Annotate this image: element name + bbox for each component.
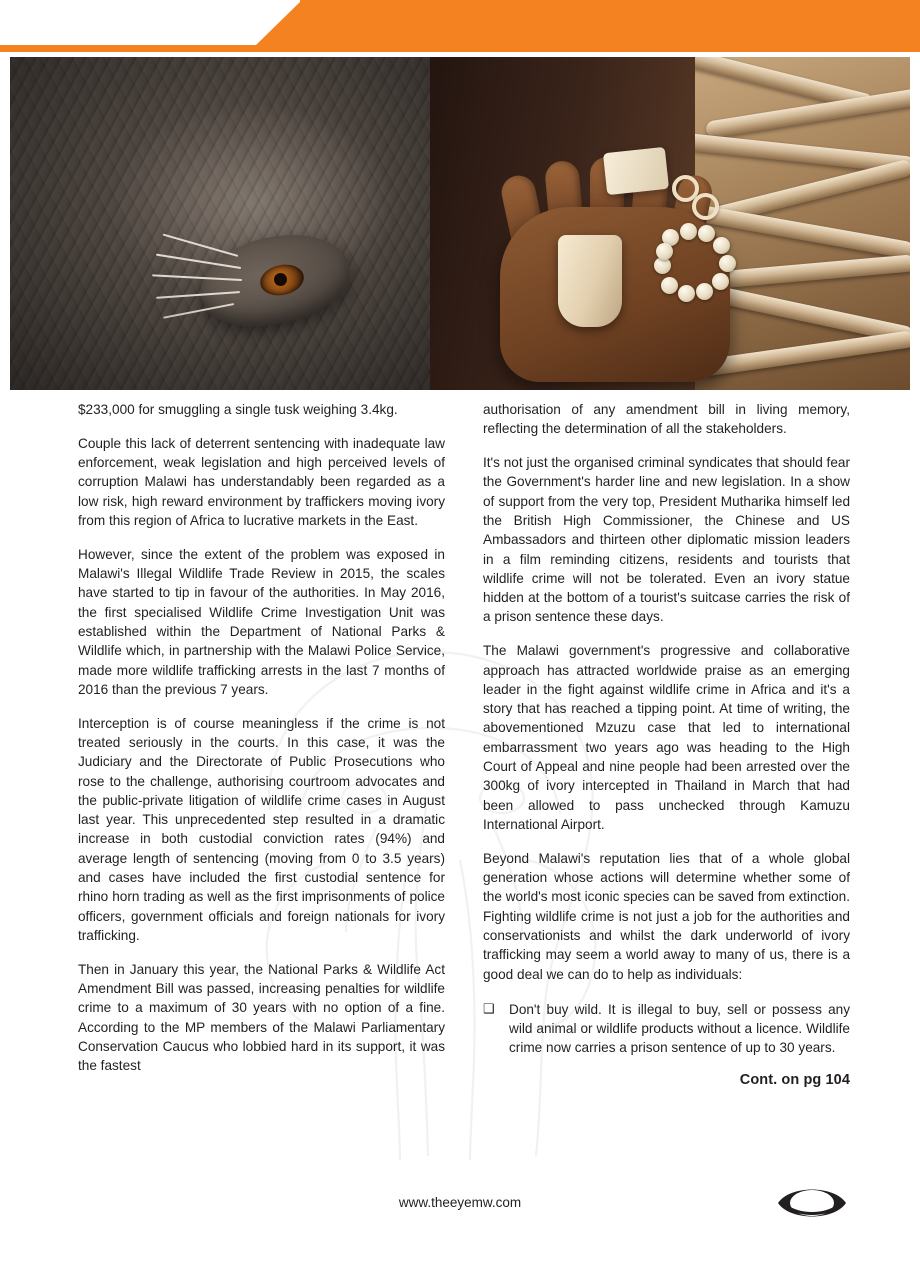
photo-strip xyxy=(10,57,910,390)
paragraph: It's not just the organised criminal syndicates that should fear the Government's harder line and new legislation. In a show of support from the very top, President Mutharika himself led the British High Commissioner, the Chinese and US Ambassadors and thirteen other diplomatic mission leaders in a film reminding citizens, residents and tourists that wildlife crime will not be tolerated. Even an ivory statue hidden at the bottom of a tourist's suitcase carries the risk of a prison sentence these days. xyxy=(483,455,850,625)
ivory-bead xyxy=(680,223,697,240)
paragraph: Then in January this year, the National Parks & Wildlife Act Amendment Bill was passed, increasing penalties for wildlife crime to a maximum of 30 years with no option of a fine. According to the MP members of the Malawi Parliamentary Conservation Caucus who lobbied hard in its support, it was the fastest xyxy=(78,961,445,1074)
header-orange-block xyxy=(300,0,920,45)
paragraph: Couple this lack of deterrent sentencing with inadequate law enforcement, weak legislation and high perceived levels of corruption Malawi has understandably been regarded as a low risk, high reward environment by traffickers moving ivory from this region of Africa to lucrative markets in the East. xyxy=(78,435,445,528)
article-left-column xyxy=(78,400,445,1160)
page-header-band xyxy=(0,0,920,52)
carved-ivory-cup xyxy=(558,235,622,327)
paragraph: $233,000 for smuggling a single tusk weighing 3.4kg. xyxy=(78,402,398,417)
ivory-bead xyxy=(656,243,673,260)
page-number: 43 xyxy=(803,1191,821,1208)
paragraph: Interception is of course meaningless if the crime is not treated seriously in the courts. In this case, it was the Judiciary and the Directorate of Public Prosecutions who rose to the challenge, authorising courtroom advocates and the public-private litigation of wildlife crime cases in August last year. This unprecedented step resulted in a dramatic increase in both custodial conviction rates (94%) and average length of sentencing (moving from 0 to 3.5 years) and cases have included the first custodial sentence for rhino horn trading as well as the first imprisonments of police officers, government officials and foreign nationals for ivory trafficking. xyxy=(78,715,445,943)
paragraph: However, since the extent of the problem was exposed in Malawi's Illegal Wildlife Trade Review in 2015, the scales have started to tip in favour of the authorities. In May 2016, the first specialised Wildlife Crime Investigation Unit was established within the Department of National Parks & Wildlife which, in partnership with the Malawi Police Service, made more wildlife trafficking arrests in the last 7 months of 2016 than the previous 7 years. xyxy=(78,546,445,697)
ivory-bead xyxy=(713,237,730,254)
header-orange-rule xyxy=(0,45,920,52)
ivory-in-hand-photo xyxy=(430,57,910,390)
bullet-marker-icon: ❑ xyxy=(483,1000,495,1016)
ivory-block xyxy=(603,147,669,195)
photo-vignette xyxy=(10,57,430,390)
ivory-bead xyxy=(661,277,678,294)
website-url[interactable]: www.theeyemw.com xyxy=(398,1195,522,1210)
ivory-bead xyxy=(698,225,715,242)
continuation-note: Cont. on pg 104 xyxy=(739,1071,850,1088)
ivory-bead xyxy=(719,255,736,272)
paragraph: Beyond Malawi's reputation lies that of a whole global generation whose actions will determine whether some of the world's most iconic species can be saved from extinction. Fighting wildlife crime is not just a job for the authorities and conservationists and whilst the dark underworld of ivory trafficking may seem a world away to many of us, there is a good deal we can do to help as individuals: xyxy=(483,850,850,982)
paragraph: The Malawi government's progressive and collaborative approach has attracted worldwide praise as an emerging leader in the fight against wildlife crime in Africa and it's a story that has reached a tipping point. At time of writing, the abovementioned Mzuzu case that led to international embarrassment two years ago was heading to the High Court of Appeal and nine people had been arrested over the 300kg of ivory intercepted in Thailand in March that had been allowed to pass unchecked through Kamuzu International Airport. xyxy=(483,643,850,832)
list-item xyxy=(483,1000,850,1058)
ivory-bead xyxy=(696,283,713,300)
article-body xyxy=(78,400,850,1160)
ivory-bead xyxy=(712,273,729,290)
ivory-bead xyxy=(678,285,695,302)
page-footer xyxy=(0,1187,920,1227)
header-wedge xyxy=(256,0,302,45)
elephant-eye-photo xyxy=(10,57,430,390)
page-number-badge xyxy=(776,1183,848,1223)
ivory-ring xyxy=(692,193,719,220)
article-right-column xyxy=(483,400,850,1160)
list-item-text: Don't buy wild. It is illegal to buy, sell or possess any wild animal or wildlife products without a licence. Wildlife crime now carries a prison sentence of up to 30 years. xyxy=(509,1001,850,1056)
paragraph: authorisation of any amendment bill in living memory, reflecting the determination of all the stakeholders. xyxy=(483,402,850,437)
